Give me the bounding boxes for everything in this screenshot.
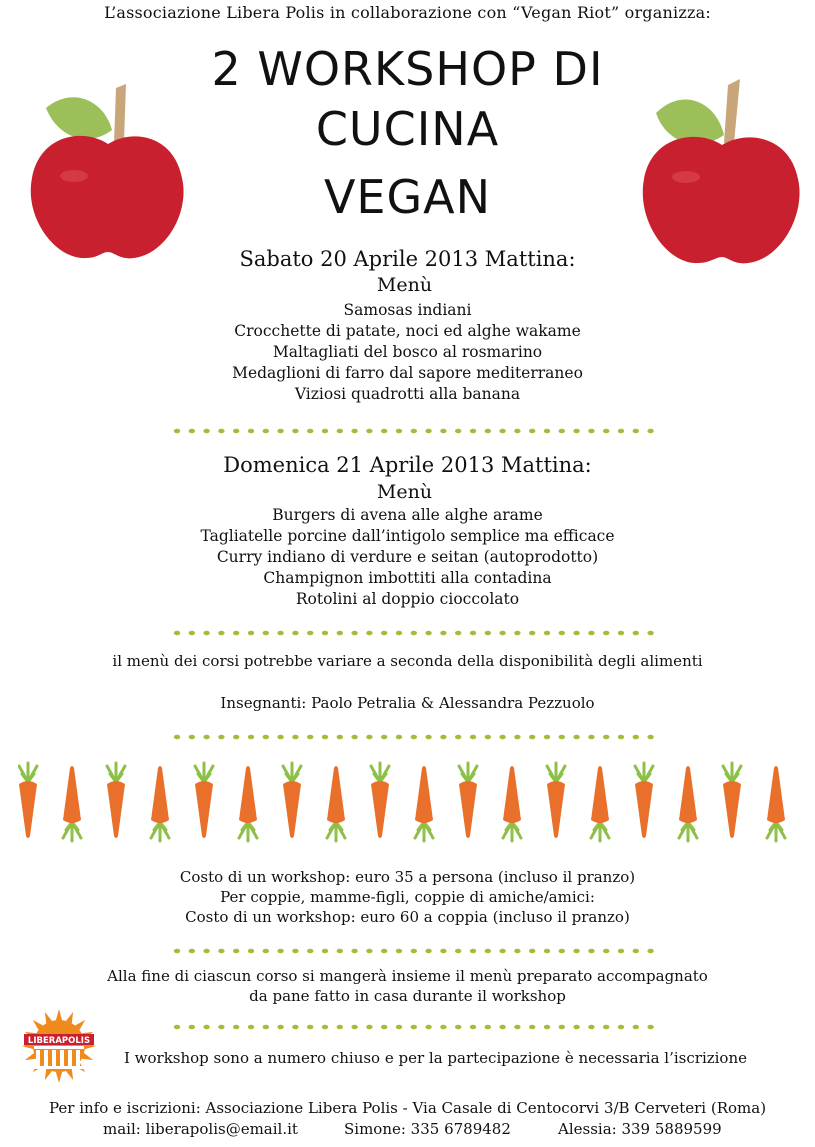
carrot-icon [371, 763, 389, 838]
divider-dots-3 [172, 732, 662, 742]
carrot-icon [63, 766, 81, 841]
contact-mail: mail: liberapolis@email.it [103, 1120, 298, 1138]
day2-menu-label: Menù [376, 481, 433, 503]
contact-alessia: Alessia: 339 5889599 [558, 1120, 722, 1138]
contact-info: Per info e iscrizioni: Associazione Libera Polis - Via Casale di Centocorvi 3/B Cerveteri (Roma) [48, 1099, 767, 1117]
carrot-icon [547, 763, 565, 838]
carrot-icon [19, 763, 37, 838]
carrot-icon [503, 766, 521, 841]
day1-dish-3: Maltagliati del bosco al rosmarino [272, 343, 543, 361]
carrot-icon [239, 766, 257, 841]
carrot-icon [679, 766, 697, 841]
day2-dish-5: Rotolini al doppio cioccolato [295, 590, 520, 608]
cost-line-1: Costo di un workshop: euro 35 a persona (incluso il pranzo) [179, 868, 636, 886]
carrot-icon [283, 763, 301, 838]
divider-dots-5 [172, 1022, 662, 1032]
meal-line-2: da pane fatto in casa durante il workshop [249, 987, 566, 1005]
contact-row [0, 1120, 815, 1142]
carrot-icon [107, 763, 125, 838]
contact-simone: Simone: 335 6789482 [344, 1120, 511, 1138]
carrot-icon [459, 763, 477, 838]
day2-dish-3: Curry indiano di verdure e seitan (autoprodotto) [216, 548, 599, 566]
intro-text: L’associazione Libera Polis in collaborazione con “Vegan Riot” organizza: [104, 3, 711, 22]
day1-dish-4: Medaglioni di farro dal sapore mediterraneo [232, 364, 583, 382]
libera-polis-logo [14, 1008, 104, 1084]
day1-dish-2: Crocchette di patate, noci ed alghe wakame [234, 322, 581, 340]
divider-dots-1 [172, 426, 662, 436]
teachers: Insegnanti: Paolo Petralia & Alessandra Pezzuolo [220, 694, 595, 712]
apple-left-icon [22, 78, 192, 268]
apple-right-icon [636, 73, 806, 273]
cost-line-3: Costo di un workshop: euro 60 a coppia (incluso il pranzo) [185, 908, 630, 926]
carrot-icon [591, 766, 609, 841]
logo-text: LIBERAPOLIS [27, 1036, 91, 1046]
title-line-2: CUCINA [315, 102, 500, 156]
title-line-1: 2 WORKSHOP DI [211, 42, 604, 96]
carrot-border [18, 760, 808, 844]
registration-note: I workshop sono a numero chiuso e per la partecipazione è necessaria l’iscrizione [123, 1049, 748, 1067]
day1-dish-5: Viziosi quadrotti alla banana [294, 385, 521, 403]
meal-line-1: Alla fine di ciascun corso si mangerà insieme il menù preparato accompagnato [107, 967, 708, 985]
day1-dish-1: Samosas indiani [343, 301, 472, 319]
day1-menu-label: Menù [376, 274, 433, 296]
menu-note: il menù dei corsi potrebbe variare a seconda della disponibilità degli alimenti [112, 652, 703, 670]
carrot-icon [151, 766, 169, 841]
day1-heading: Sabato 20 Aprile 2013 Mattina: [239, 247, 576, 271]
day2-dish-1: Burgers di avena alle alghe arame [272, 506, 543, 524]
title-line-3: VEGAN [323, 170, 492, 224]
cost-line-2: Per coppie, mamme-figli, coppie di amiche/amici: [220, 888, 595, 906]
day2-dish-2: Tagliatelle porcine dall’intigolo semplice ma efficace [200, 527, 615, 545]
carrot-icon [767, 766, 785, 841]
carrot-icon [195, 763, 213, 838]
divider-dots-4 [172, 946, 662, 956]
day2-heading: Domenica 21 Aprile 2013 Mattina: [223, 453, 592, 477]
carrot-icon [723, 763, 741, 838]
divider-dots-2 [172, 628, 662, 638]
carrot-icon [327, 766, 345, 841]
carrot-icon [415, 766, 433, 841]
day2-dish-4: Champignon imbottiti alla contadina [263, 569, 552, 587]
carrot-icon [635, 763, 653, 838]
